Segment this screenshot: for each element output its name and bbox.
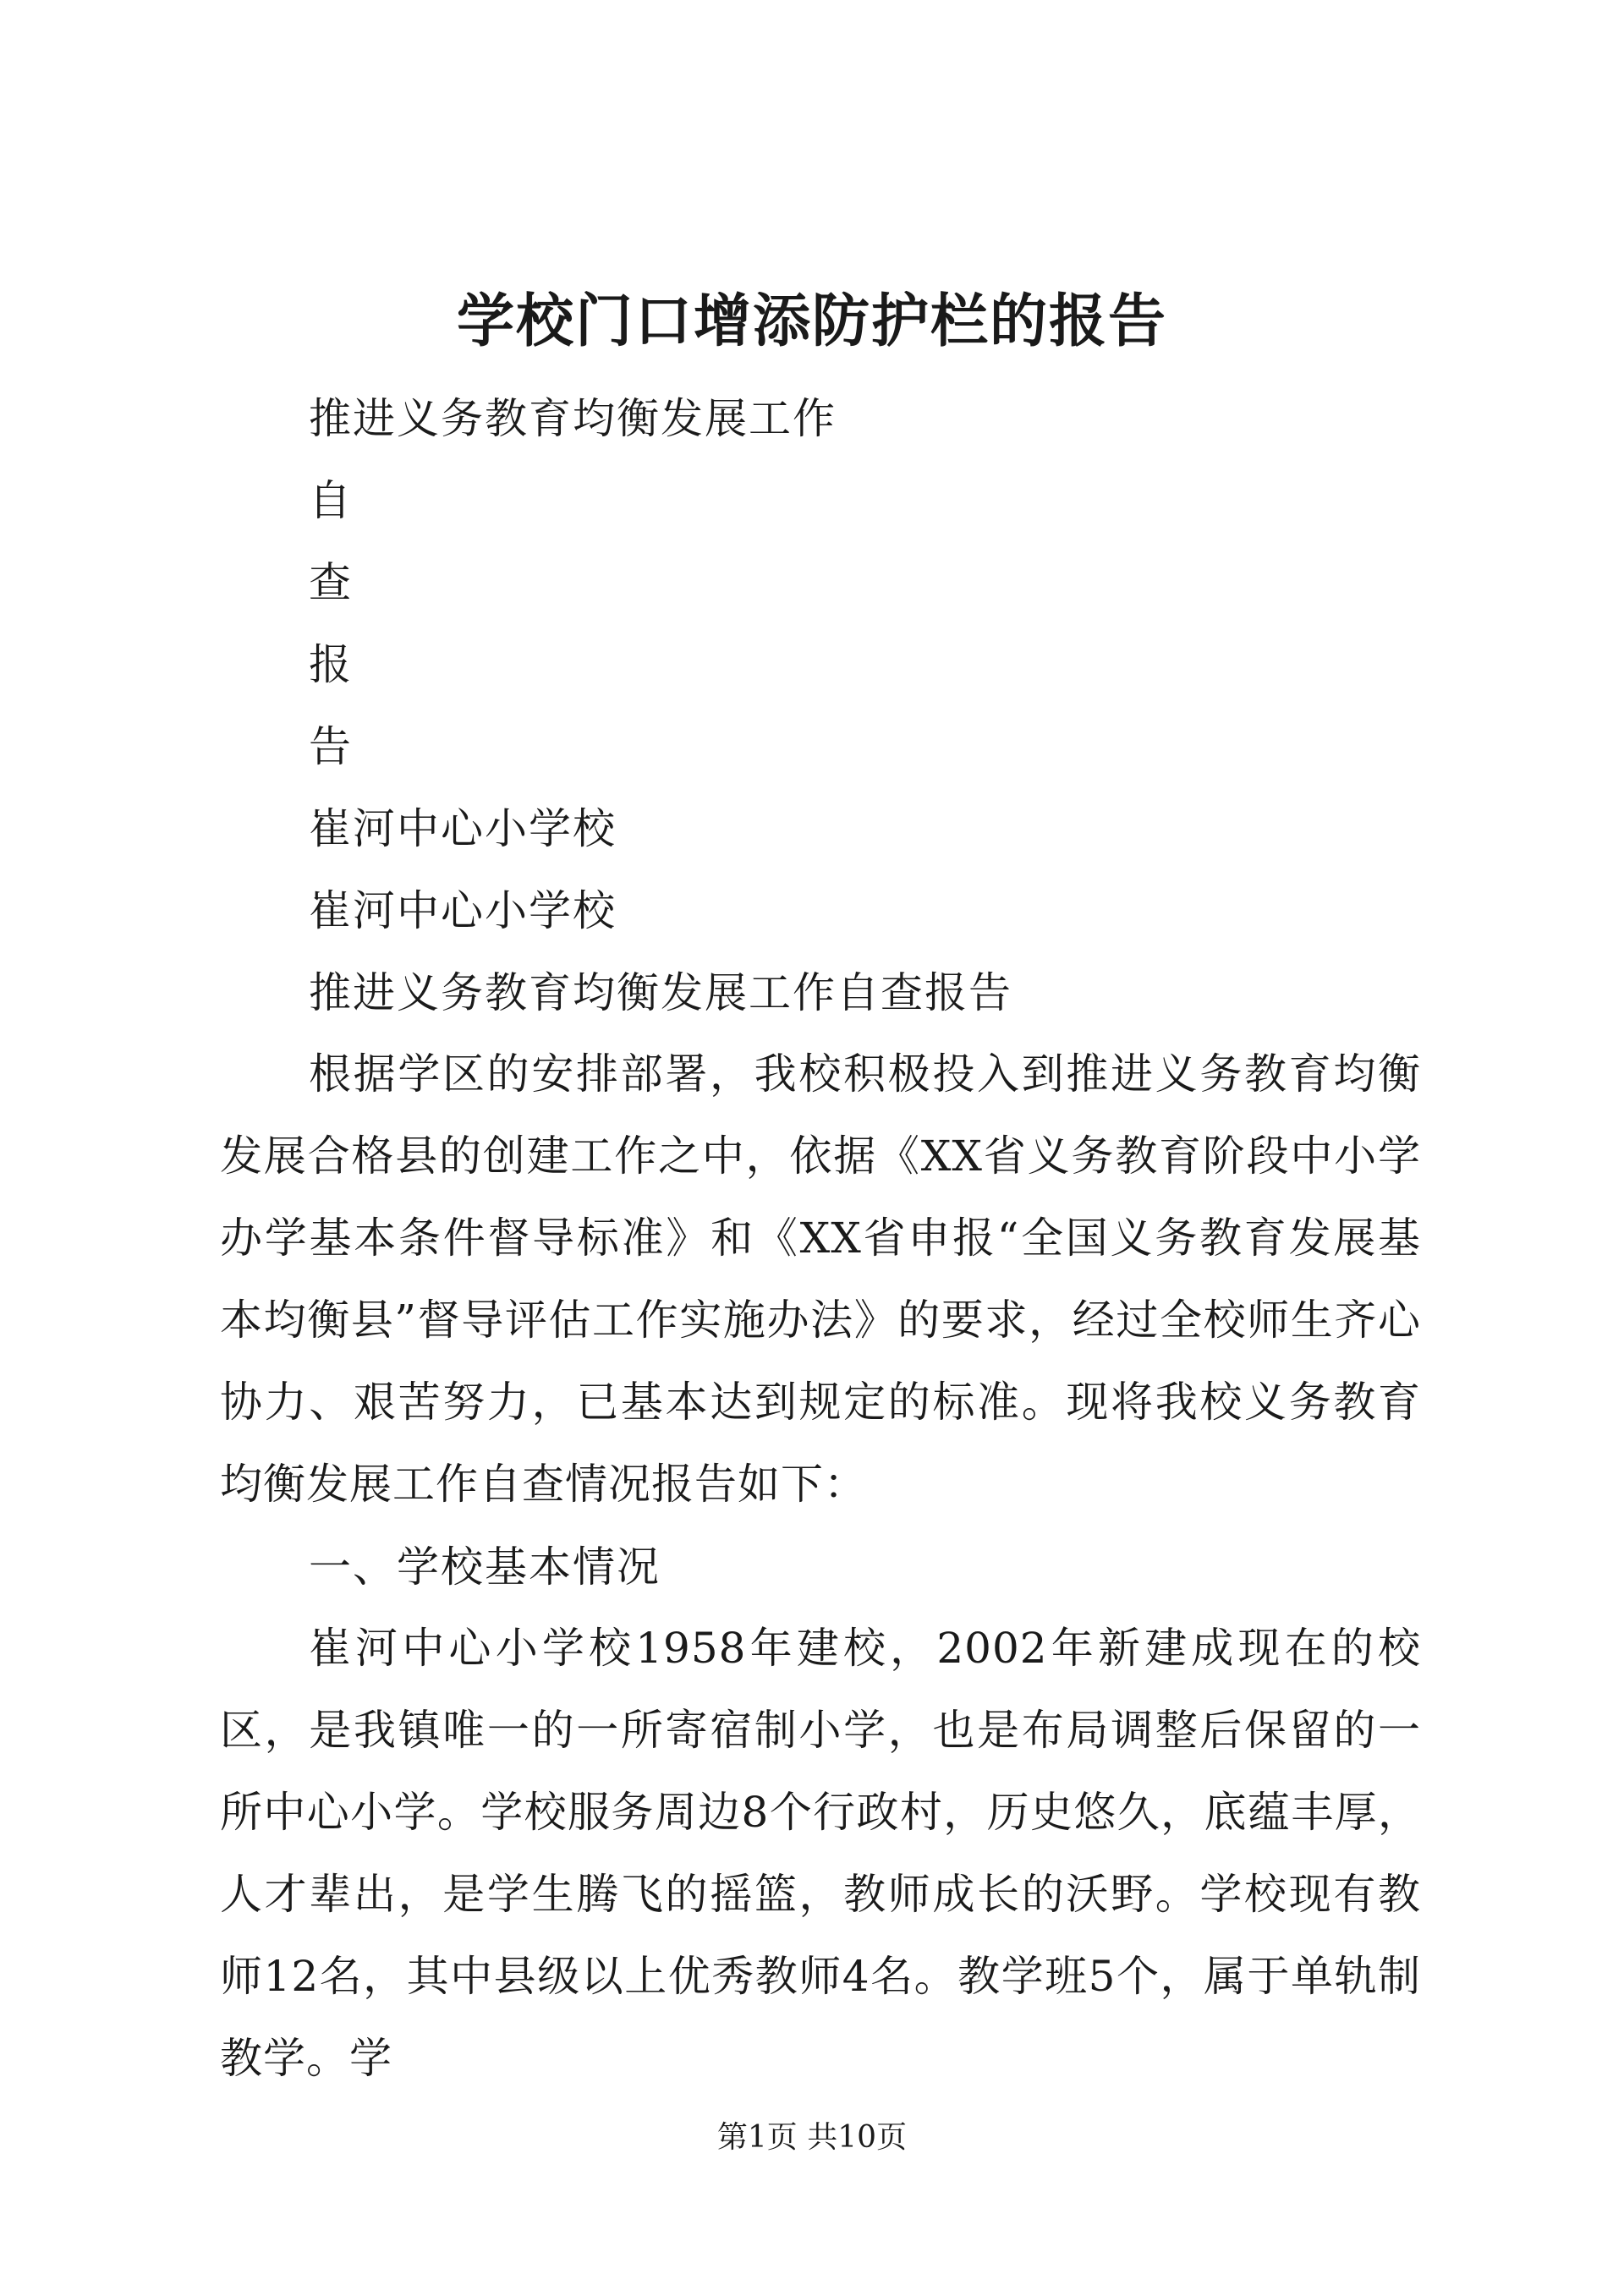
heading-line-4: 报 [309,640,353,689]
section-heading: 一、学校基本情况 [309,1543,661,1592]
document-title: 学校门口增添防护栏的报告 [456,288,1167,355]
school-name-line-1: 崔河中心小学校 [309,804,617,853]
heading-line-2: 自 [309,476,353,525]
report-subtitle: 推进义务教育均衡发展工作自查报告 [309,968,1012,1017]
heading-line-3: 查 [309,558,353,607]
school-name-line-2: 崔河中心小学校 [309,886,617,935]
heading-line-5: 告 [309,722,353,771]
heading-line-1: 推进义务教育均衡发展工作 [309,394,837,443]
page-footer: 第1页 共10页 [716,2120,908,2155]
intro-paragraph: 根据学区的安排部署，我校积极投入到推进义务教育均衡发展合格县的创建工作之中，依据《XX省义务教育阶段中小学办学基本条件督导标准》和《XX省申报“全国义务教育发展基本均衡县”督导评估工作实施办法》的要求，经过全校师生齐心协力、艰苦努力，已基本达到规定的标准。现将我校义务教育均衡发展工作自查情况报告如下： [220,1049,1421,1509]
school-info-paragraph: 崔河中心小学校1958年建校，2002年新建成现在的校区，是我镇唯一的一所寄宿制小学，也是布局调整后保留的一所中心小学。学校服务周边8个行政村，历史悠久，底蕴丰厚，人才辈出，是学生腾飞的摇篮，教师成长的沃野。学校现有教师12名，其中县级以上优秀教师4名。教学班5个，属于单轨制教学。学 [220,1624,1421,2083]
